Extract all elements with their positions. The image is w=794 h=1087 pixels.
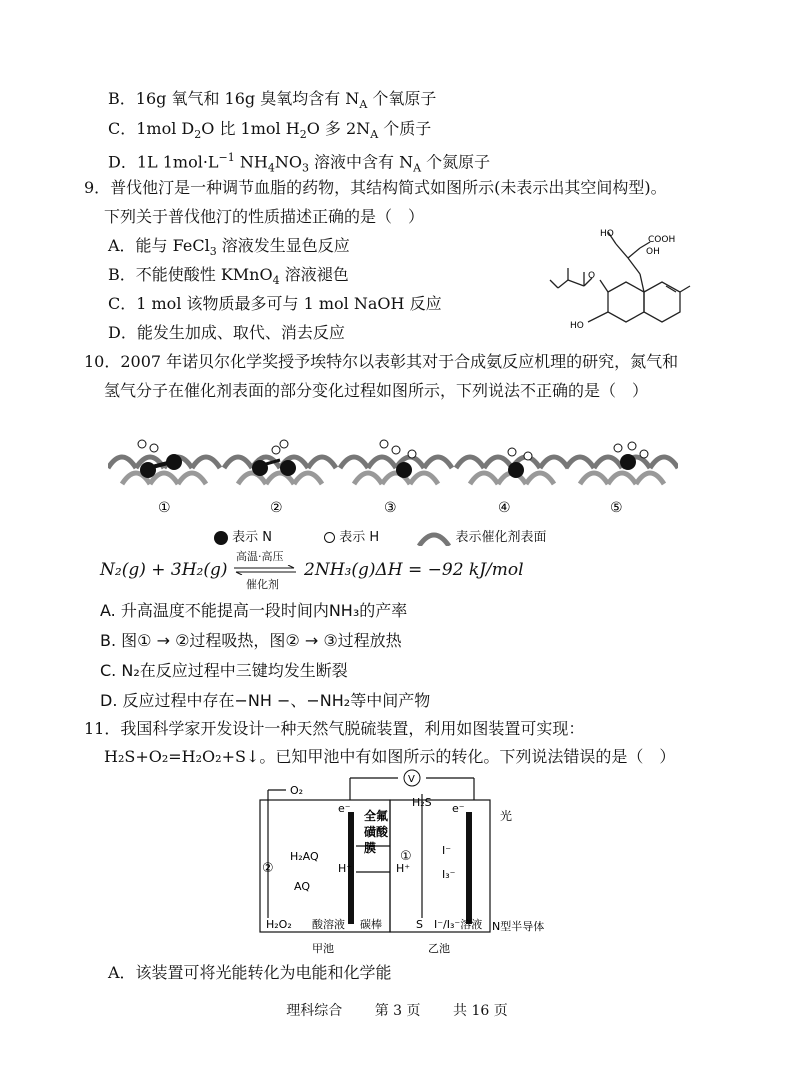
fig-hplus-2: H⁺ [396, 862, 411, 875]
footer-page: 第 3 页 [374, 1003, 421, 1019]
fig-label-oh: OH [646, 247, 660, 257]
fig-e1: e⁻ [338, 802, 351, 815]
fig-carbon: 碳棒 [360, 918, 382, 931]
step-label: ③ [384, 500, 397, 516]
fig-light: 光 [500, 809, 513, 823]
fig-circle-1: ① [400, 849, 412, 864]
reaction-equation [100, 548, 560, 590]
q9-option-d: D．能发生加成、取代、消去反应 [108, 323, 345, 342]
q10-stem-line1: 10．2007 年诺贝尔化学奖授予埃特尔以表彰其对于合成氨反应机理的研究，氮气和 [84, 352, 679, 371]
equation-condition-top: 高温·高压 [236, 550, 284, 563]
footer-total: 共 16 页 [453, 1003, 508, 1019]
q9-option-c: C．1 mol 该物质最多可与 1 mol NaOH 反应 [108, 294, 442, 313]
nitrogen-atom-icon [214, 531, 228, 545]
equilibrium-arrow-icon [232, 565, 298, 575]
equation-products: 2NH₃(g)ΔH = −92 kJ/mol [304, 560, 524, 580]
fig-label-o: O [588, 271, 596, 281]
fig-pool-1: 甲池 [312, 942, 334, 955]
fig-i3: I₃⁻ [442, 868, 456, 881]
fig-circle-2: ② [262, 861, 274, 876]
fig-aq: AQ [294, 880, 310, 893]
fig-label-cooh: COOH [648, 235, 676, 245]
pravastatin-structure-figure [548, 222, 718, 340]
catalyst-process-figure [108, 428, 678, 518]
fig-membrane-1: 全氟 [364, 809, 389, 823]
step-label: ⑤ [610, 500, 623, 516]
desulfurization-device-figure [256, 768, 556, 958]
fig-hplus-1: H⁺ [338, 862, 353, 875]
fig-acid: 酸溶液 [312, 918, 345, 931]
fig-label-ho-bottom: HO [570, 321, 584, 331]
q9-stem-line1: 9．普伐他汀是一种调节血脂的药物，其结构简式如图所示(未表示出其空间构型)。 [84, 178, 667, 197]
fig-h2aq: H₂AQ [290, 850, 319, 863]
q8-option-b: B．16g 氧气和 16g 臭氧均含有 $N_A$ 个氧原子 [108, 89, 437, 112]
q9-stem-line2: 下列关于普伐他汀的性质描述正确的是（ ） [104, 207, 425, 226]
fig-h2s: H₂S [412, 796, 432, 809]
q10-option-d: D. 反应过程中存在−NH −、−NH₂等中间产物 [100, 691, 431, 710]
fig-o2: O₂ [290, 784, 304, 797]
fig-membrane-3: 膜 [364, 841, 377, 855]
hydrogen-atom-icon [324, 532, 335, 543]
q10-option-c: C. N₂在反应过程中三键均发生断裂 [100, 661, 348, 680]
step-label: ② [270, 500, 283, 516]
catalyst-legend [214, 526, 684, 546]
fig-pool-2: 乙池 [428, 942, 450, 955]
step-label: ④ [498, 500, 511, 516]
fig-h2o2: H₂O₂ [266, 918, 292, 931]
q8-option-c: C．1mol $D_2O$ 比 1mol $H_2O$ 多 $2N_A$ 个质子 [108, 119, 432, 142]
legend-catalyst-label: 表示催化剂表面 [455, 530, 547, 545]
q9-option-b: B．不能使酸性 KMnO$_4$ 溶液褪色 [108, 265, 349, 288]
fig-s: S [416, 918, 423, 931]
equation-condition-bottom: 催化剂 [246, 578, 279, 591]
catalyst-surface-icon [417, 530, 451, 546]
step-label: ① [158, 500, 171, 516]
q11-stem-line1: 11．我国科学家开发设计一种天然气脱硫装置，利用如图装置可实现： [84, 719, 585, 738]
page-footer [0, 1000, 794, 1020]
fig-membrane-2: 磺酸 [364, 825, 389, 839]
fig-e2: e⁻ [452, 802, 465, 815]
fig-label-ho-top: HO [600, 229, 614, 239]
fig-iminus: I⁻ [442, 844, 452, 857]
equation-reactants: N₂(g) + 3H₂(g) [100, 560, 228, 580]
q11-stem-line2: H₂S+O₂=H₂O₂+S↓。已知甲池中有如图所示的转化。下列说法错误的是（ ） [104, 747, 676, 766]
fig-ntype: N型半导体 [492, 920, 545, 933]
voltmeter-icon: V [408, 774, 415, 785]
fig-solution: I⁻/I₃⁻溶液 [434, 918, 483, 931]
q10-option-a: A. 升高温度不能提高一段时间内NH₃的产率 [100, 601, 408, 620]
q8-option-d: D．1L $1mol\cdot L^{-1}$ $NH_4NO_3$ 溶液中含有 $N_A$ 个氮原子 [108, 151, 491, 175]
q11-option-a: A．该装置可将光能转化为电能和化学能 [108, 963, 392, 982]
q9-option-a: A．能与 FeCl$_3$ 溶液发生显色反应 [108, 236, 350, 259]
legend-n-label: 表示 N [232, 530, 272, 545]
q10-stem-line2: 氢气分子在催化剂表面的部分变化过程如图所示，下列说法不正确的是（ ） [104, 381, 649, 400]
q10-option-b: B. 图① → ②过程吸热，图② → ③过程放热 [100, 631, 402, 650]
legend-h-label: 表示 H [339, 530, 380, 545]
footer-subject: 理科综合 [286, 1003, 343, 1019]
